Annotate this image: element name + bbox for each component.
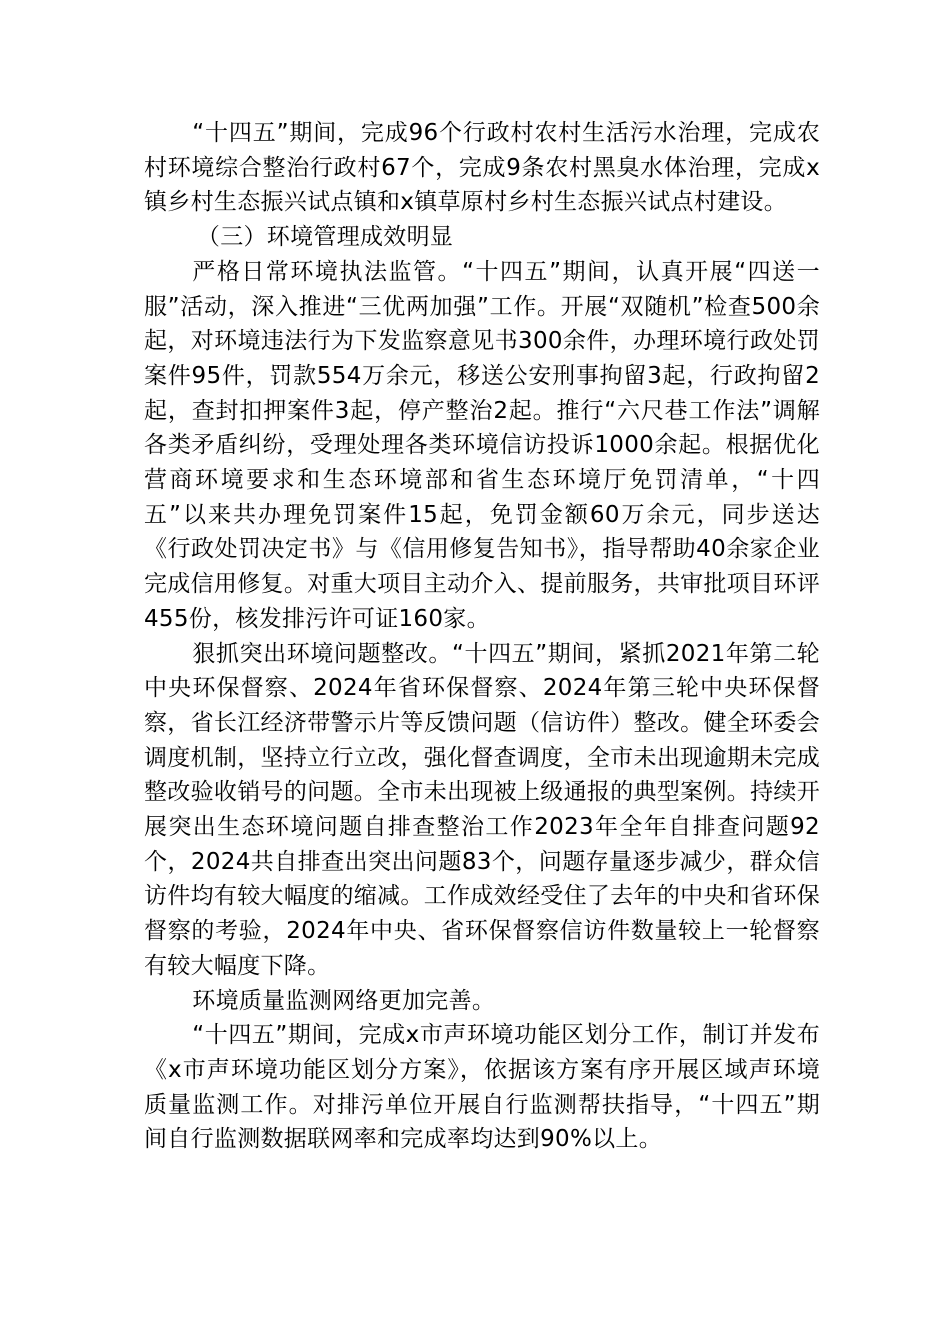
paragraph-monitoring-network-title: 环境质量监测网络更加完善。 xyxy=(192,987,496,1014)
section-heading-environment-management: （三）环境管理成效明显 xyxy=(196,224,454,251)
paragraph-rural-sewage: “十四五”期间，完成96个行政村农村生活污水治理，完成农村环境综合整治行政村67个，完成9条农村黑臭水体治理，完成x镇乡村生态振兴试点镇和x镇草原村乡村生态振兴试点村建设。 xyxy=(144,120,820,216)
paragraph-problem-rectification: 狠抓突出环境问题整改。“十四五”期间，紧抓2021年第二轮中央环保督察、2024年省环保督察、2024年第三轮中央环保督察，省长江经济带警示片等反馈问题（信访件）整改。健全环委会调度机制，坚持立行立改，强化督查调度，全市未出现逾期未完成整改验收销号的问题。全市未出现被上级通报的典型案例。持续开展突出生态环境问题自排查整治工作2023年全年自排查问题92个，2024共自排查出突出问题83个，问题存量逐步减少，群众信访件均有较大幅度的缩减。工作成效经受住了去年的中央和省环保督察的考验，2024年中央、省环保督察信访件数量较上一轮督察有较大幅度下降。 xyxy=(144,640,820,979)
paragraph-law-enforcement: 严格日常环境执法监管。“十四五”期间，认真开展“四送一服”活动，深入推进“三优两加强”工作。开展“双随机”检查500余起，对环境违法行为下发监察意见书300余件，办理环境行政处罚案件95件，罚款554万余元，移送公安刑事拘留3起，行政拘留2起，查封扣押案件3起，停产整治2起。推行“六尺巷工作法”调解各类矛盾纠纷，受理处理各类环境信访投诉1000余起。根据优化营商环境要求和生态环境部和省生态环境厅免罚清单，“十四五”以来共办理免罚案件15起，免罚金额60万余元，同步送达《行政处罚决定书》与《信用修复告知书》，指导帮助40余家企业完成信用修复。对重大项目主动介入、提前服务，共审批项目环评455份，核发排污许可证160家。 xyxy=(144,258,820,632)
document-body xyxy=(144,116,820,1157)
paragraph-noise-zoning: “十四五”期间，完成x市声环境功能区划分工作，制订并发布《x市声环境功能区划分方案》，依据该方案有序开展区域声环境质量监测工作。对排污单位开展自行监测帮扶指导，“十四五”期间自行监测数据联网率和完成率均达到90%以上。 xyxy=(144,1022,820,1153)
